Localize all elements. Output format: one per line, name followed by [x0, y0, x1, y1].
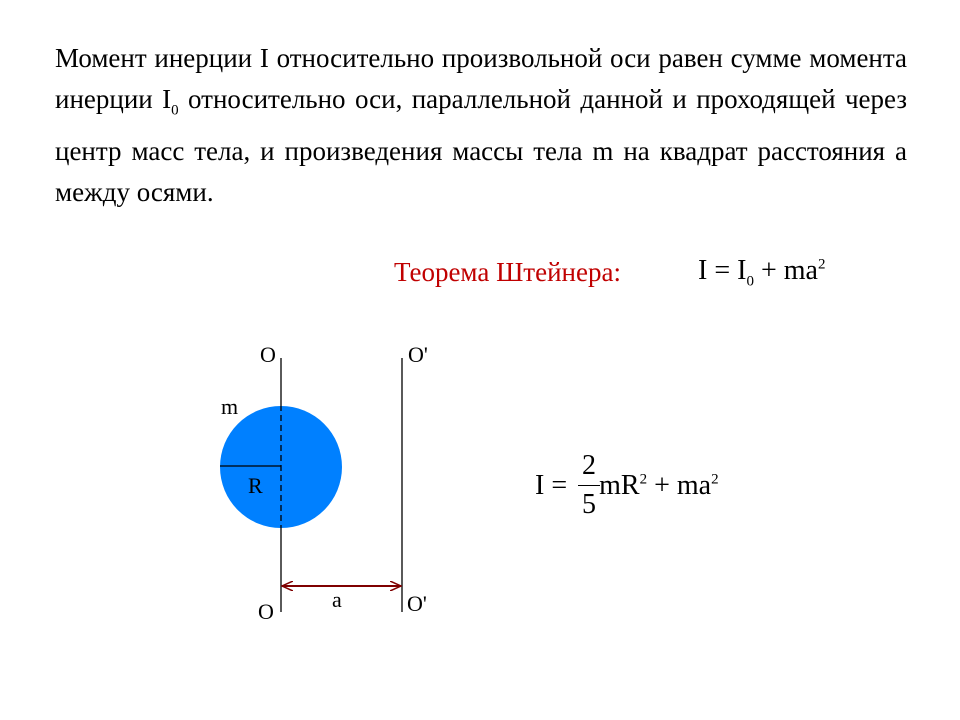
- text: Момент инерции I относительно произвольной оси равен сумме момента инерции: [55, 43, 907, 114]
- distance-symbol: a: [895, 136, 908, 167]
- f2-lhs: I =: [535, 470, 568, 501]
- f2-mid: mR: [599, 470, 640, 501]
- f2-rhs: + ma: [647, 470, 712, 501]
- i0-sub: 0: [171, 102, 179, 119]
- numerator: 2: [582, 450, 596, 481]
- axis-label-bottom-left: O: [258, 599, 274, 624]
- distance-label: a: [332, 587, 342, 612]
- f1-rhs: + ma: [753, 255, 818, 286]
- axis-label-bottom-right: O': [407, 591, 427, 616]
- text: относительно оси, параллельной данной и проходящей через центр масс тела, и произведения массы тела: [55, 84, 907, 167]
- theorem-label: Теорема Штейнера:: [394, 257, 621, 287]
- f1-lhs: I = I: [698, 255, 747, 286]
- f2-sup1: 2: [639, 471, 648, 488]
- radius-label: R: [248, 473, 263, 498]
- i0-base: I: [162, 84, 172, 114]
- mass-label: m: [221, 394, 239, 419]
- text: на квадрат расстояния: [613, 136, 896, 167]
- text: между осями.: [55, 177, 214, 208]
- f1-sub: 0: [746, 273, 754, 290]
- mass-symbol: m: [592, 136, 614, 167]
- axis-label-top-left: O: [260, 342, 276, 367]
- f2-sup2: 2: [711, 471, 719, 488]
- denominator: 5: [582, 489, 596, 520]
- f1-sup: 2: [817, 256, 826, 273]
- axis-label-top-right: O': [408, 342, 428, 367]
